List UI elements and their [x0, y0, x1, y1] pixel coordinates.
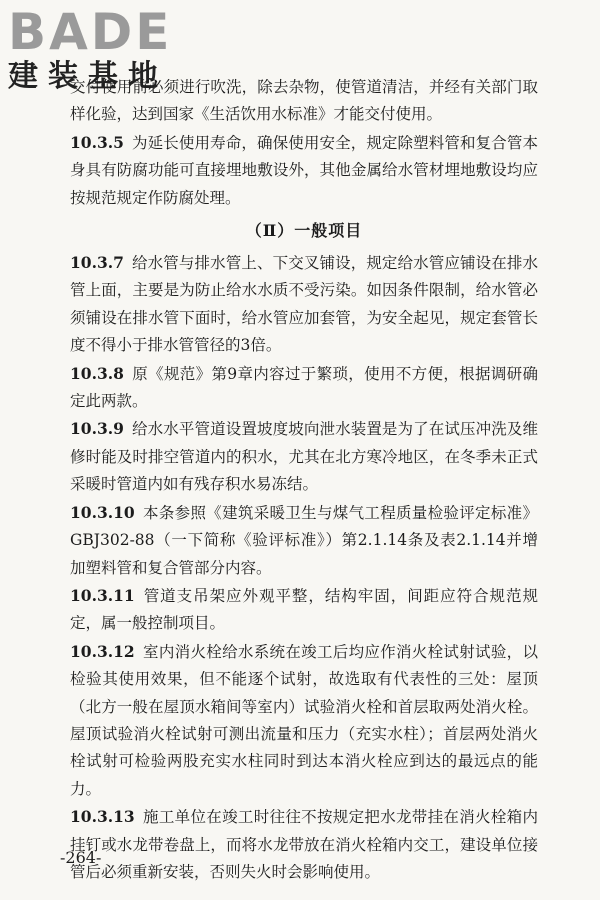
logo-subtitle: 建装基地 — [8, 59, 168, 94]
page-body — [70, 74, 538, 886]
clause-10-3-7 — [70, 249, 538, 360]
clause-number: 10.3.11 — [70, 585, 135, 605]
clause-number: 10.3.8 — [70, 363, 124, 383]
clause-10-3-9 — [70, 415, 538, 498]
clause-number: 10.3.9 — [70, 419, 124, 439]
clause-text: 原《规范》第9章内容过于繁琐，使用不方便，根据调研确定此两款。 — [70, 364, 538, 411]
clause-text: 室内消火栓给水系统在竣工后均应作消火栓试射试验，以检验其使用效果，但不能逐个试射，故选取有代表性的三处：屋顶（北方一般在屋顶水箱间等室内）试验消火栓和首层取两处消火栓。屋顶试验消火栓试射可测出流量和压力（充实水柱）；首层两处消火栓试射可检验两股充实水柱同时到达本消火栓应到达的最远点的能力。 — [70, 642, 538, 798]
clause-10-3-11 — [70, 582, 538, 638]
clause-number: 10.3.12 — [70, 641, 135, 661]
continuation-text: 交付使用前必须进行吹洗，除去杂物，使管道清洁，并经有关部门取样化验，达到国家《生活饮用水标准》才能交付使用。 — [70, 78, 538, 124]
clause-text: 给水水平管道设置坡度坡向泄水装置是为了在试压冲洗及维修时能及时排空管道内的积水，尤其在北方寒冷地区，在冬季未正式采暖时管道内如有残存积水易冻结。 — [70, 420, 538, 494]
clause-number: 10.3.10 — [70, 502, 135, 522]
clause-10-3-12 — [70, 638, 538, 803]
clause-text: 施工单位在竣工时往往不按规定把水龙带挂在消火栓箱内挂钉或水龙带卷盘上，而将水龙带放在消火栓箱内交工，建设单位接管后必须重新安装，否则失火时会影响使用。 — [70, 808, 538, 881]
clause-text: 给水管与排水管上、下交叉铺设，规定给水管应铺设在排水管上面，主要是为防止给水水质不受污染。如因条件限制，给水管必须铺设在排水管下面时，给水管应加套管，为安全起见，规定套管长度不得小于排水管管径的3倍。 — [70, 254, 538, 355]
clause-10-3-8 — [70, 360, 538, 416]
clause-10-3-10 — [70, 499, 538, 582]
clause-number: 10.3.13 — [70, 807, 135, 827]
clause-text: 管道支吊架应外观平整，结构牢固，间距应符合规范规定，属一般控制项目。 — [70, 586, 538, 633]
logo-mark: BADE — [8, 3, 173, 61]
clause-text: 为延长使用寿命，确保使用安全，规定除塑料管和复合管本身具有防腐功能可直接埋地敷设外，其他金属给水管材埋地敷设均应按规范规定作防腐处理。 — [70, 133, 538, 207]
clause-number: 10.3.5 — [70, 132, 124, 152]
clause-10-3-13 — [70, 803, 538, 886]
page-number: -264- — [60, 848, 102, 867]
clause-10-3-5 — [70, 129, 538, 212]
clause-number: 10.3.7 — [70, 253, 124, 273]
clause-text: 本条参照《建筑采暖卫生与煤气工程质量检验评定标准》GBJ302-88（一下简称《验评标准》）第2.1.14条及表2.1.14并增加塑料管和复合管部分内容。 — [70, 503, 538, 577]
section-title: （Ⅱ）一般项目 — [245, 221, 363, 241]
